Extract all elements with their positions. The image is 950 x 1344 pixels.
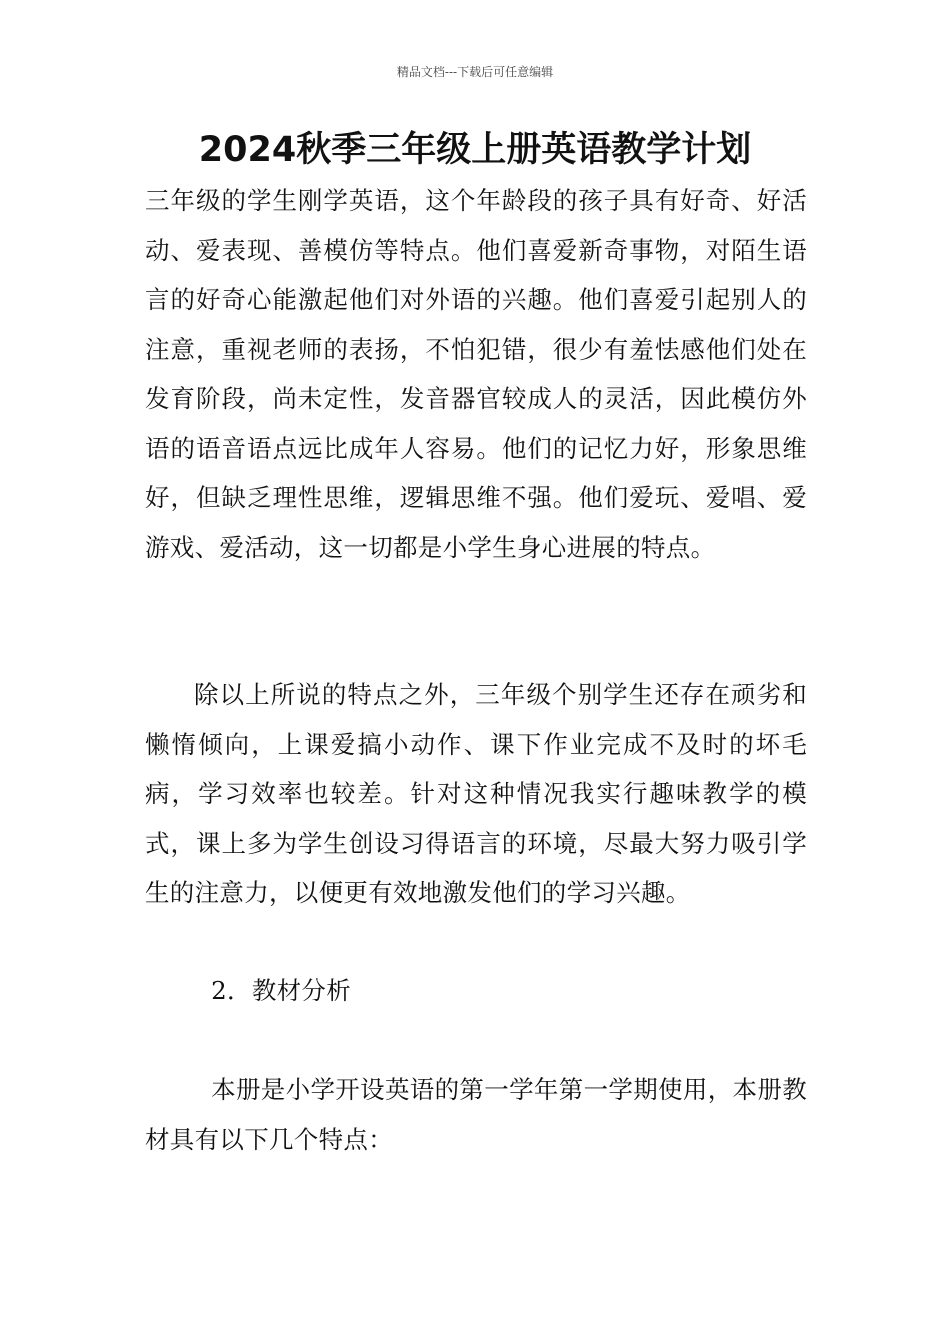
section-heading-textbook-analysis: 2．教材分析	[211, 976, 352, 1005]
paragraph-teaching-approach: 除以上所说的特点之外，三年级个别学生还存在顽劣和懒惰倾向，上课爱搞小动作、课下作业完成不及时的坏毛病，学习效率也较差。针对这种情况我实行趣味教学的模式，课上多为学生创设习得语言的环境，尽最大努力吸引学生的注意力，以便更有效地激发他们的学习兴趣。	[145, 680, 807, 907]
document-title: 2024秋季三年级上册英语教学计划	[198, 130, 752, 170]
paragraph-textbook-intro: 本册是小学开设英语的第一学年第一学期使用，本册教材具有以下几个特点：	[145, 1075, 807, 1154]
paragraph-student-characteristics: 三年级的学生刚学英语，这个年龄段的孩子具有好奇、好活动、爱表现、善模仿等特点。他们喜爱新奇事物，对陌生语言的好奇心能激起他们对外语的兴趣。他们喜爱引起别人的注意，重视老师的表扬，不怕犯错，很少有羞怯感他们处在发育阶段，尚未定性，发音器官较成人的灵活，因此模仿外语的语音语点远比成年人容易。他们的记忆力好，形象思维好，但缺乏理性思维，逻辑思维不强。他们爱玩、爱唱、爱游戏、爱活动，这一切都是小学生身心进展的特点。	[145, 186, 807, 562]
document-header-note: 精品文档---下载后可任意编辑	[396, 65, 554, 79]
